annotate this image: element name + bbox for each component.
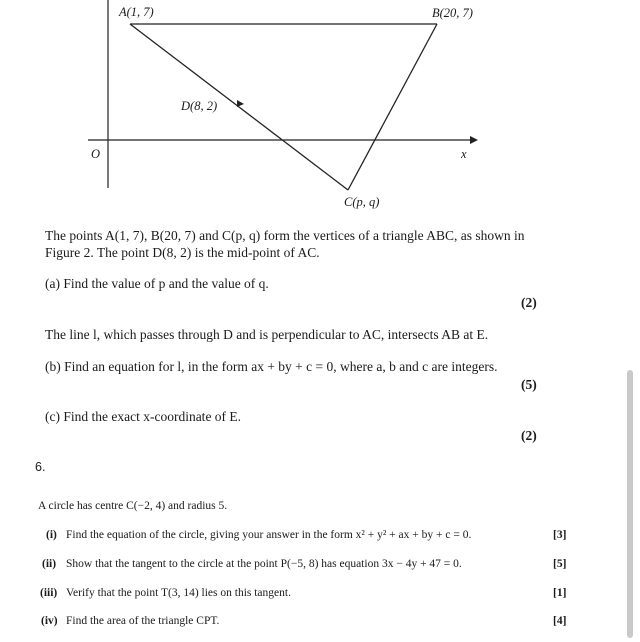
q5-part-a-marks: (2) (521, 295, 537, 310)
label-x-axis: x (461, 147, 467, 161)
q5-part-b: (b) Find an equation for l, in the form ax + by + c = 0, where a, b and c are integers. (45, 359, 498, 374)
q6-intro: A circle has centre C(−2, 4) and radius 5. (38, 500, 228, 512)
q6-part-text: Verify that the point T(3, 14) lies on this tangent. (66, 587, 291, 599)
q5-intro-line-2: Figure 2. The point D(8, 2) is the mid-point of AC. (45, 245, 320, 260)
q5-part-a: (a) Find the value of p and the value of q. (45, 276, 269, 291)
label-point-D: D(8, 2) (181, 99, 218, 113)
figure-2-diagram (0, 0, 640, 215)
q6-part-text: Find the equation of the circle, giving your answer in the form x² + y² + ax + by + c = 0. (66, 529, 472, 541)
label-point-C: C(p, q) (344, 195, 380, 209)
label-point-B: B(20, 7) (432, 6, 473, 20)
x-axis-arrowhead (470, 136, 478, 144)
q6-part-marks: [1] (553, 587, 567, 599)
q6-part-text: Show that the tangent to the circle at the point P(−5, 8) has equation 3x − 4y + 47 = 0. (66, 558, 462, 570)
q5-intro-line-1: The points A(1, 7), B(20, 7) and C(p, q) form the vertices of a triangle ABC, as shown in (45, 228, 525, 243)
q6-part-marks: [3] (553, 529, 567, 541)
q6-part-label: (iv) (41, 615, 58, 627)
label-point-A: A(1, 7) (119, 5, 154, 19)
q6-part-marks: [5] (553, 558, 567, 570)
q5-part-b-marks: (5) (521, 377, 537, 392)
label-origin: O (91, 147, 101, 161)
q5-part-c: (c) Find the exact x-coordinate of E. (45, 409, 242, 424)
q6-part-label: (i) (46, 529, 57, 541)
q6-part-marks: [4] (553, 615, 567, 627)
q6-number: 6. (35, 460, 46, 474)
q6-part-label: (iii) (40, 587, 58, 599)
q5-line-l-statement: The line l, which passes through D and is perpendicular to AC, intersects AB at E. (45, 327, 489, 342)
q6-part-label: (ii) (42, 558, 57, 570)
vertical-scrollbar-thumb[interactable] (627, 370, 633, 638)
q5-part-c-marks: (2) (521, 428, 537, 443)
q6-part-text: Find the area of the triangle CPT. (66, 615, 220, 627)
midpoint-D-marker (237, 100, 244, 107)
side-BC (348, 24, 437, 190)
side-AC (130, 24, 348, 190)
